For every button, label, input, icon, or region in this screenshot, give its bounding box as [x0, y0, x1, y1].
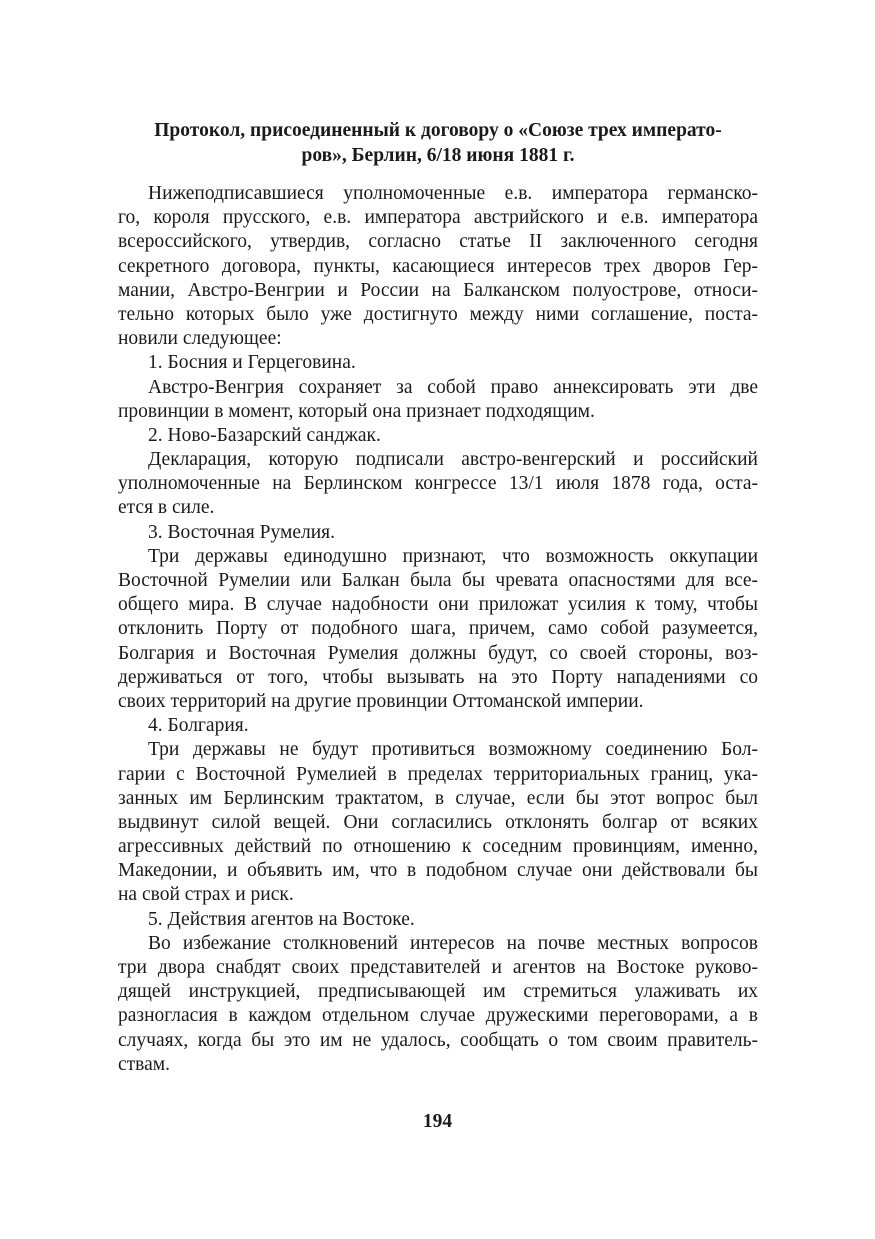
body-line: занных им Берлинским трактатом, в случае, если бы этот вопрос был [118, 787, 758, 809]
body-line: держиваться от того, чтобы вызывать на это Порту нападениями со [118, 666, 758, 688]
body-line: провинции в момент, который она признает подходящим. [118, 400, 595, 422]
body-line: мании, Австро-Венгрии и России на Балканском полуострове, относи- [118, 279, 758, 301]
body-line: выдвинут силой вещей. Они согласились отклонять болгар от всяких [118, 811, 758, 833]
body-line: секретного договора, пункты, касающиеся интересов трех дворов Гер- [118, 255, 758, 277]
section-heading: 2. Ново-Базарский санджак. [148, 424, 381, 446]
body-line: дящей инструкцией, предписывающей им стремиться улаживать их [118, 981, 758, 1003]
title-line: Протокол, присоединенный к договору о «Союзе трех императо- [154, 120, 722, 141]
body-line: Три державы не будут противиться возможному соединению Бол- [148, 739, 758, 761]
body-line: Три державы единодушно признают, что возможность оккупации [148, 545, 758, 567]
body-line: агрессивных действий по отношению к соседним провинциям, именно, [118, 836, 758, 858]
body-line: гарии с Восточной Румелией в пределах территориальных границ, ука- [118, 763, 758, 785]
body-line: новили следующее: [118, 328, 282, 350]
body-line: случаях, когда бы это им не удалось, сообщать о том своим правитель- [118, 1029, 758, 1051]
body-line: уполномоченные на Берлинском конгрессе 13/1 июля 1878 года, оста- [118, 473, 758, 495]
body-line: Болгария и Восточная Румелия должны будут, со своей стороны, воз- [118, 642, 758, 664]
body-line: го, короля прусского, е.в. императора австрийского и е.в. императора [118, 207, 758, 229]
document-body [118, 182, 758, 1077]
section-heading: 1. Босния и Герцеговина. [148, 352, 356, 374]
body-line: Македонии, и объявить им, что в подобном случае они действовали бы [118, 860, 758, 882]
body-line: Восточной Румелии или Балкан была бы чревата опасностями для все- [118, 570, 758, 591]
page-number: 194 [422, 1111, 453, 1132]
section-heading: 5. Действия агентов на Востоке. [148, 908, 415, 930]
page-title [118, 118, 758, 168]
body-line: ется в силе. [118, 497, 215, 519]
body-line: на свой страх и риск. [118, 884, 294, 906]
title-line: ров», Берлин, 6/18 июня 1881 г. [301, 145, 575, 166]
body-line: всероссийского, утвердив, согласно статье II заключенного сегодня [118, 231, 758, 253]
body-line: Нижеподписавшиеся уполномоченные е.в. императора германско- [148, 183, 758, 204]
section-heading: 3. Восточная Румелия. [148, 521, 335, 543]
body-line: три двора снабдят своих представителей и агентов на Востоке руково- [118, 957, 758, 978]
body-line: тельно которых было уже достигнуто между ними соглашение, поста- [118, 303, 758, 325]
body-line: ствам. [118, 1053, 170, 1075]
body-line: Во избежание столкновений интересов на почве местных вопросов [148, 932, 758, 954]
body-line: разногласия в каждом отдельном случае дружескими переговорами, а в [118, 1005, 758, 1027]
body-line: Декларация, которую подписали австро-венгерский и российский [148, 449, 758, 471]
body-line: своих территорий на другие провинции Оттоманской империи. [118, 690, 644, 712]
body-line: общего мира. В случае надобности они приложат усилия к тому, чтобы [118, 594, 758, 616]
section-heading: 4. Болгария. [148, 715, 249, 737]
body-line: отклонить Порту от подобного шага, причем, само собой разумеется, [118, 618, 758, 640]
body-line: Австро-Венгрия сохраняет за собой право аннексировать эти две [148, 376, 758, 398]
